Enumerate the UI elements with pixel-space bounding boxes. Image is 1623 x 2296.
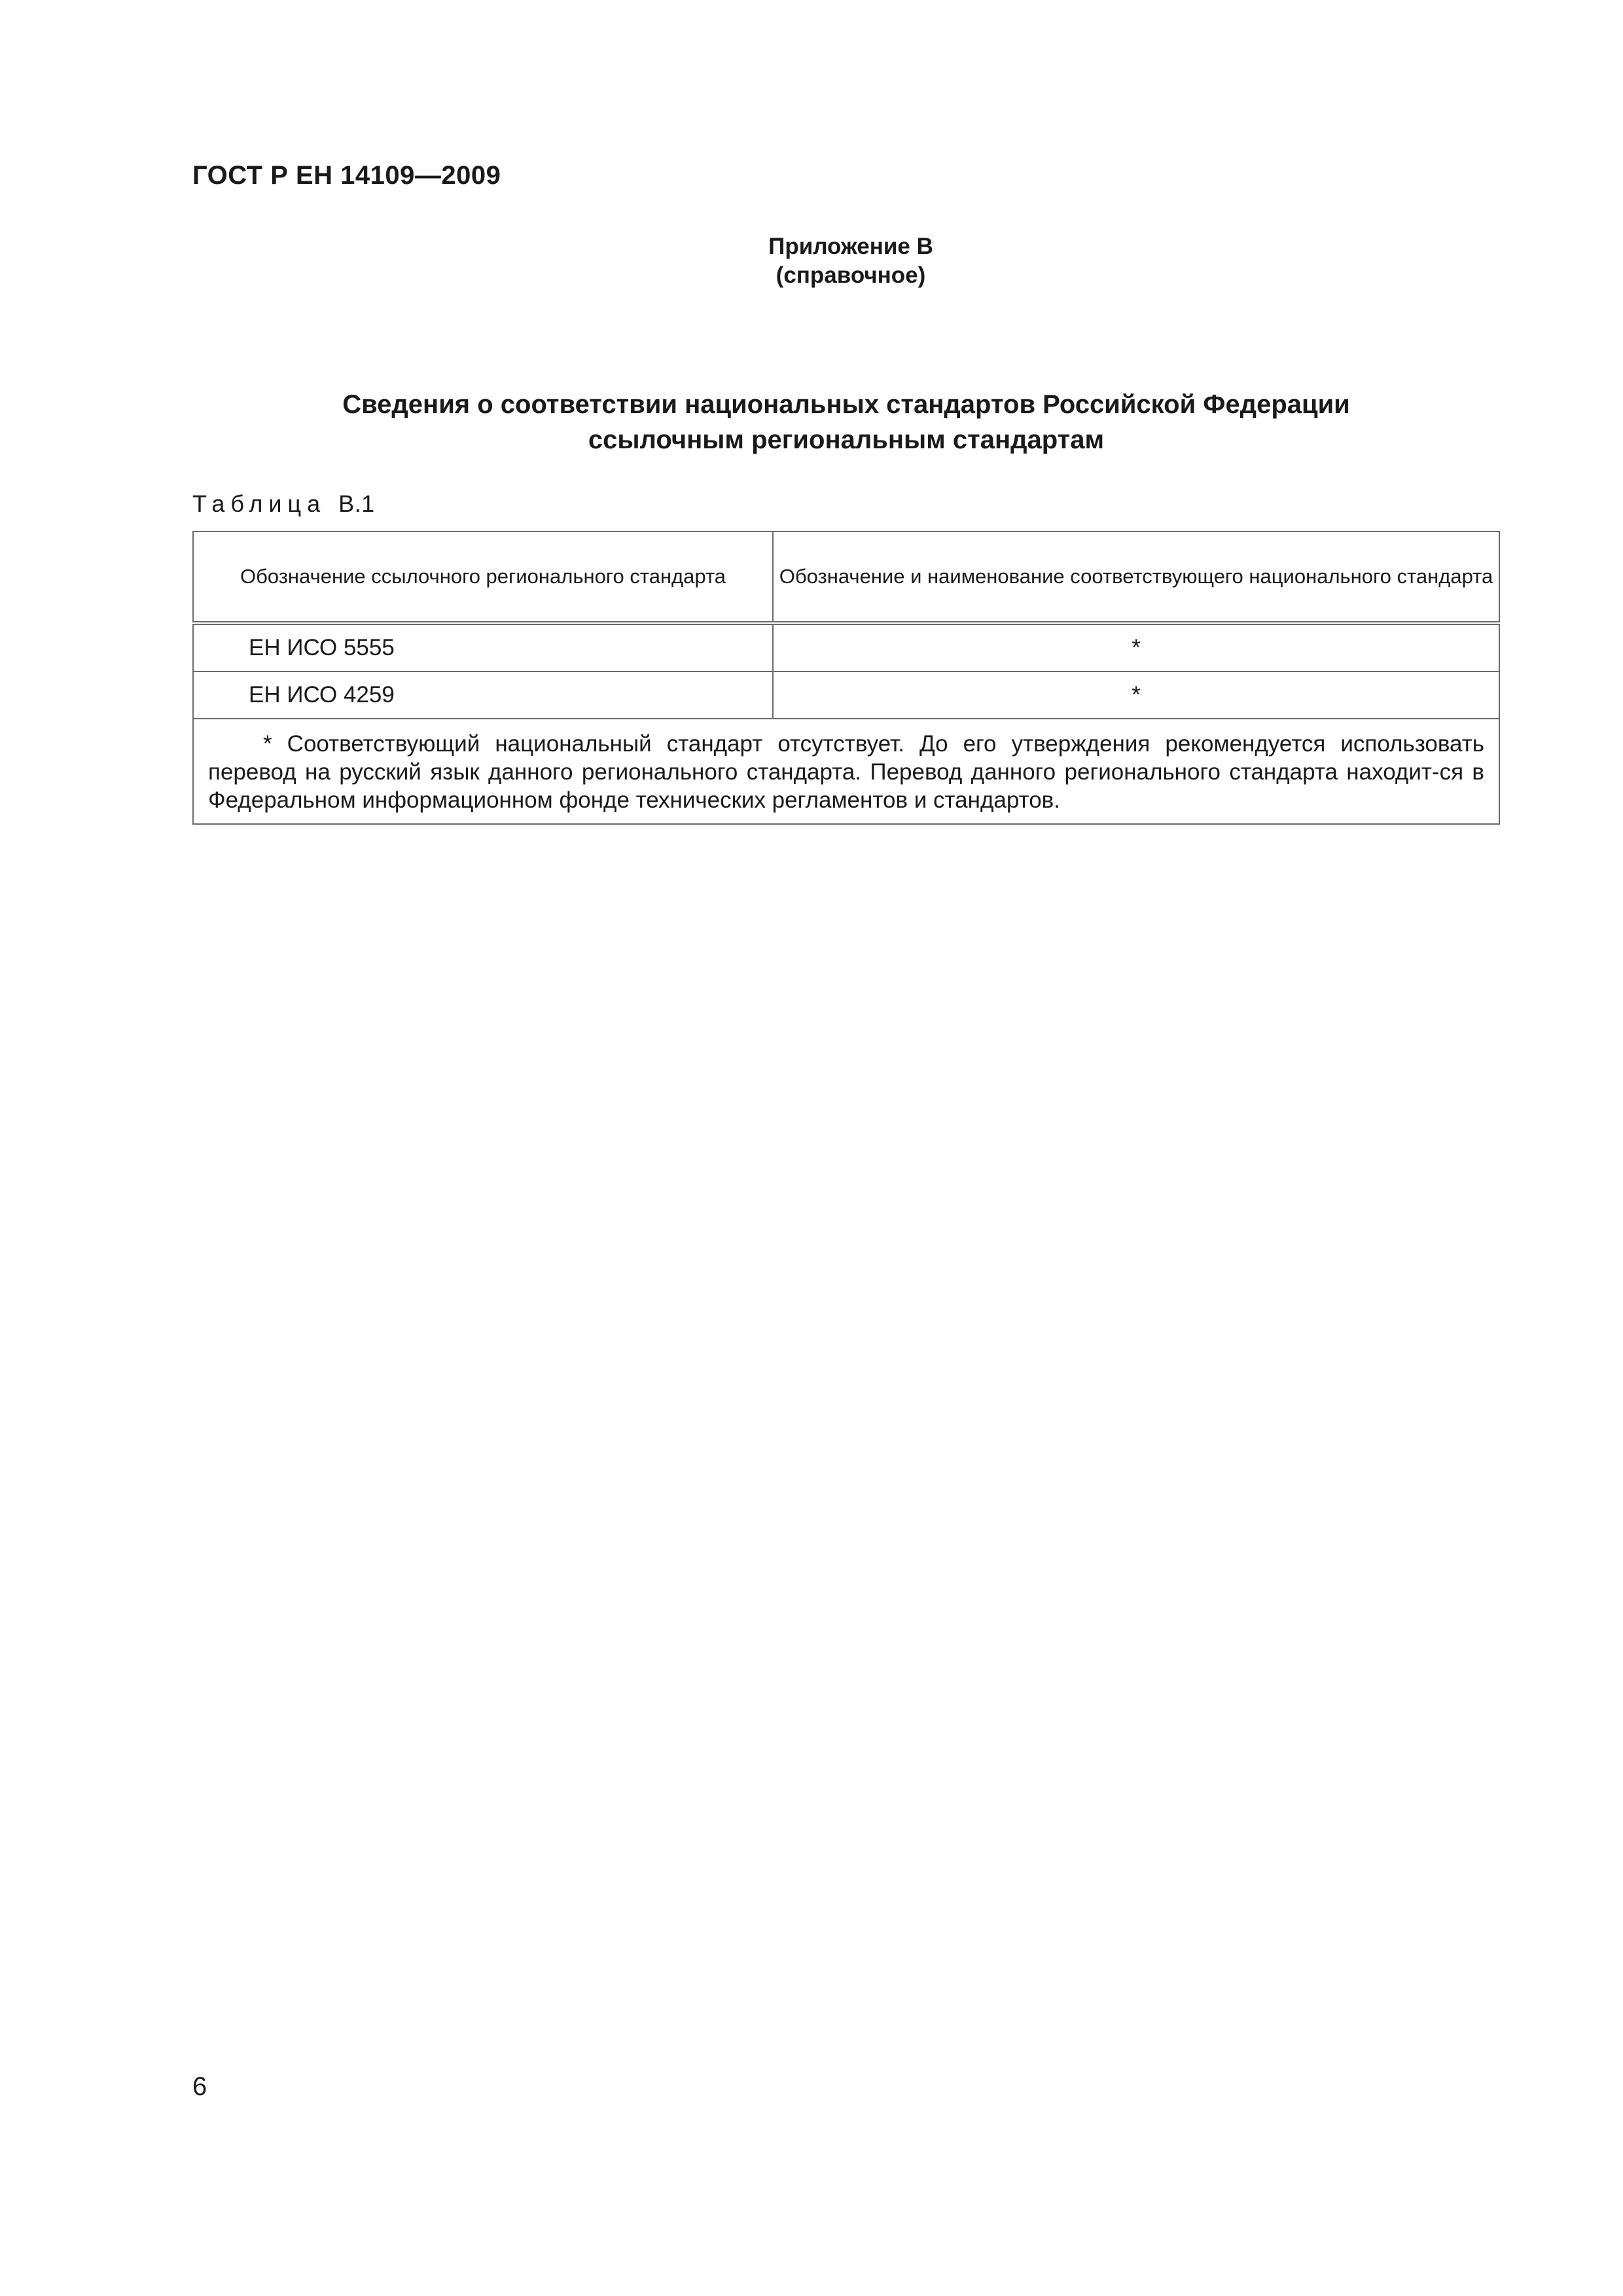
section-title [192,387,1500,457]
regional-standard-cell: ЕН ИСО 4259 [193,672,773,719]
page-number: 6 [192,2072,207,2101]
national-standard-cell: * [773,623,1499,672]
section-title-line-2: ссылочным региональным стандартам [588,425,1105,454]
header-regional-standard: Обозначение ссылочного регионального стандарта [193,531,773,623]
national-standard-cell: * [773,672,1499,719]
table-footnote: * Соответствующий национальный стандарт отсутствует. До его утверждения рекомендуется использовать перевод на русский язык данного регионального стандарта. Перевод данного регионального стандарта находит-ся в Федеральном информационном фонде технических регламентов и стандартов. [193,719,1499,824]
annex-title: Приложение В [768,234,933,259]
table-row [193,623,1499,672]
document-code: ГОСТ Р ЕН 14109—2009 [192,161,501,190]
table-footnote-row [193,719,1499,824]
section-title-line-1: Сведения о соответствии национальных стандартов Российской Федерации [342,390,1350,419]
table-header-row [193,531,1499,623]
standards-table [192,531,1500,825]
table-caption [192,490,375,518]
table-caption-word: Таблица [192,490,327,517]
table-caption-number: В.1 [338,490,375,517]
annex-kind: (справочное) [776,262,926,288]
annex-heading [713,232,988,290]
header-national-standard: Обозначение и наименование соответствующего национального стандарта [773,531,1499,623]
table-row [193,672,1499,719]
regional-standard-cell: ЕН ИСО 5555 [193,623,773,672]
